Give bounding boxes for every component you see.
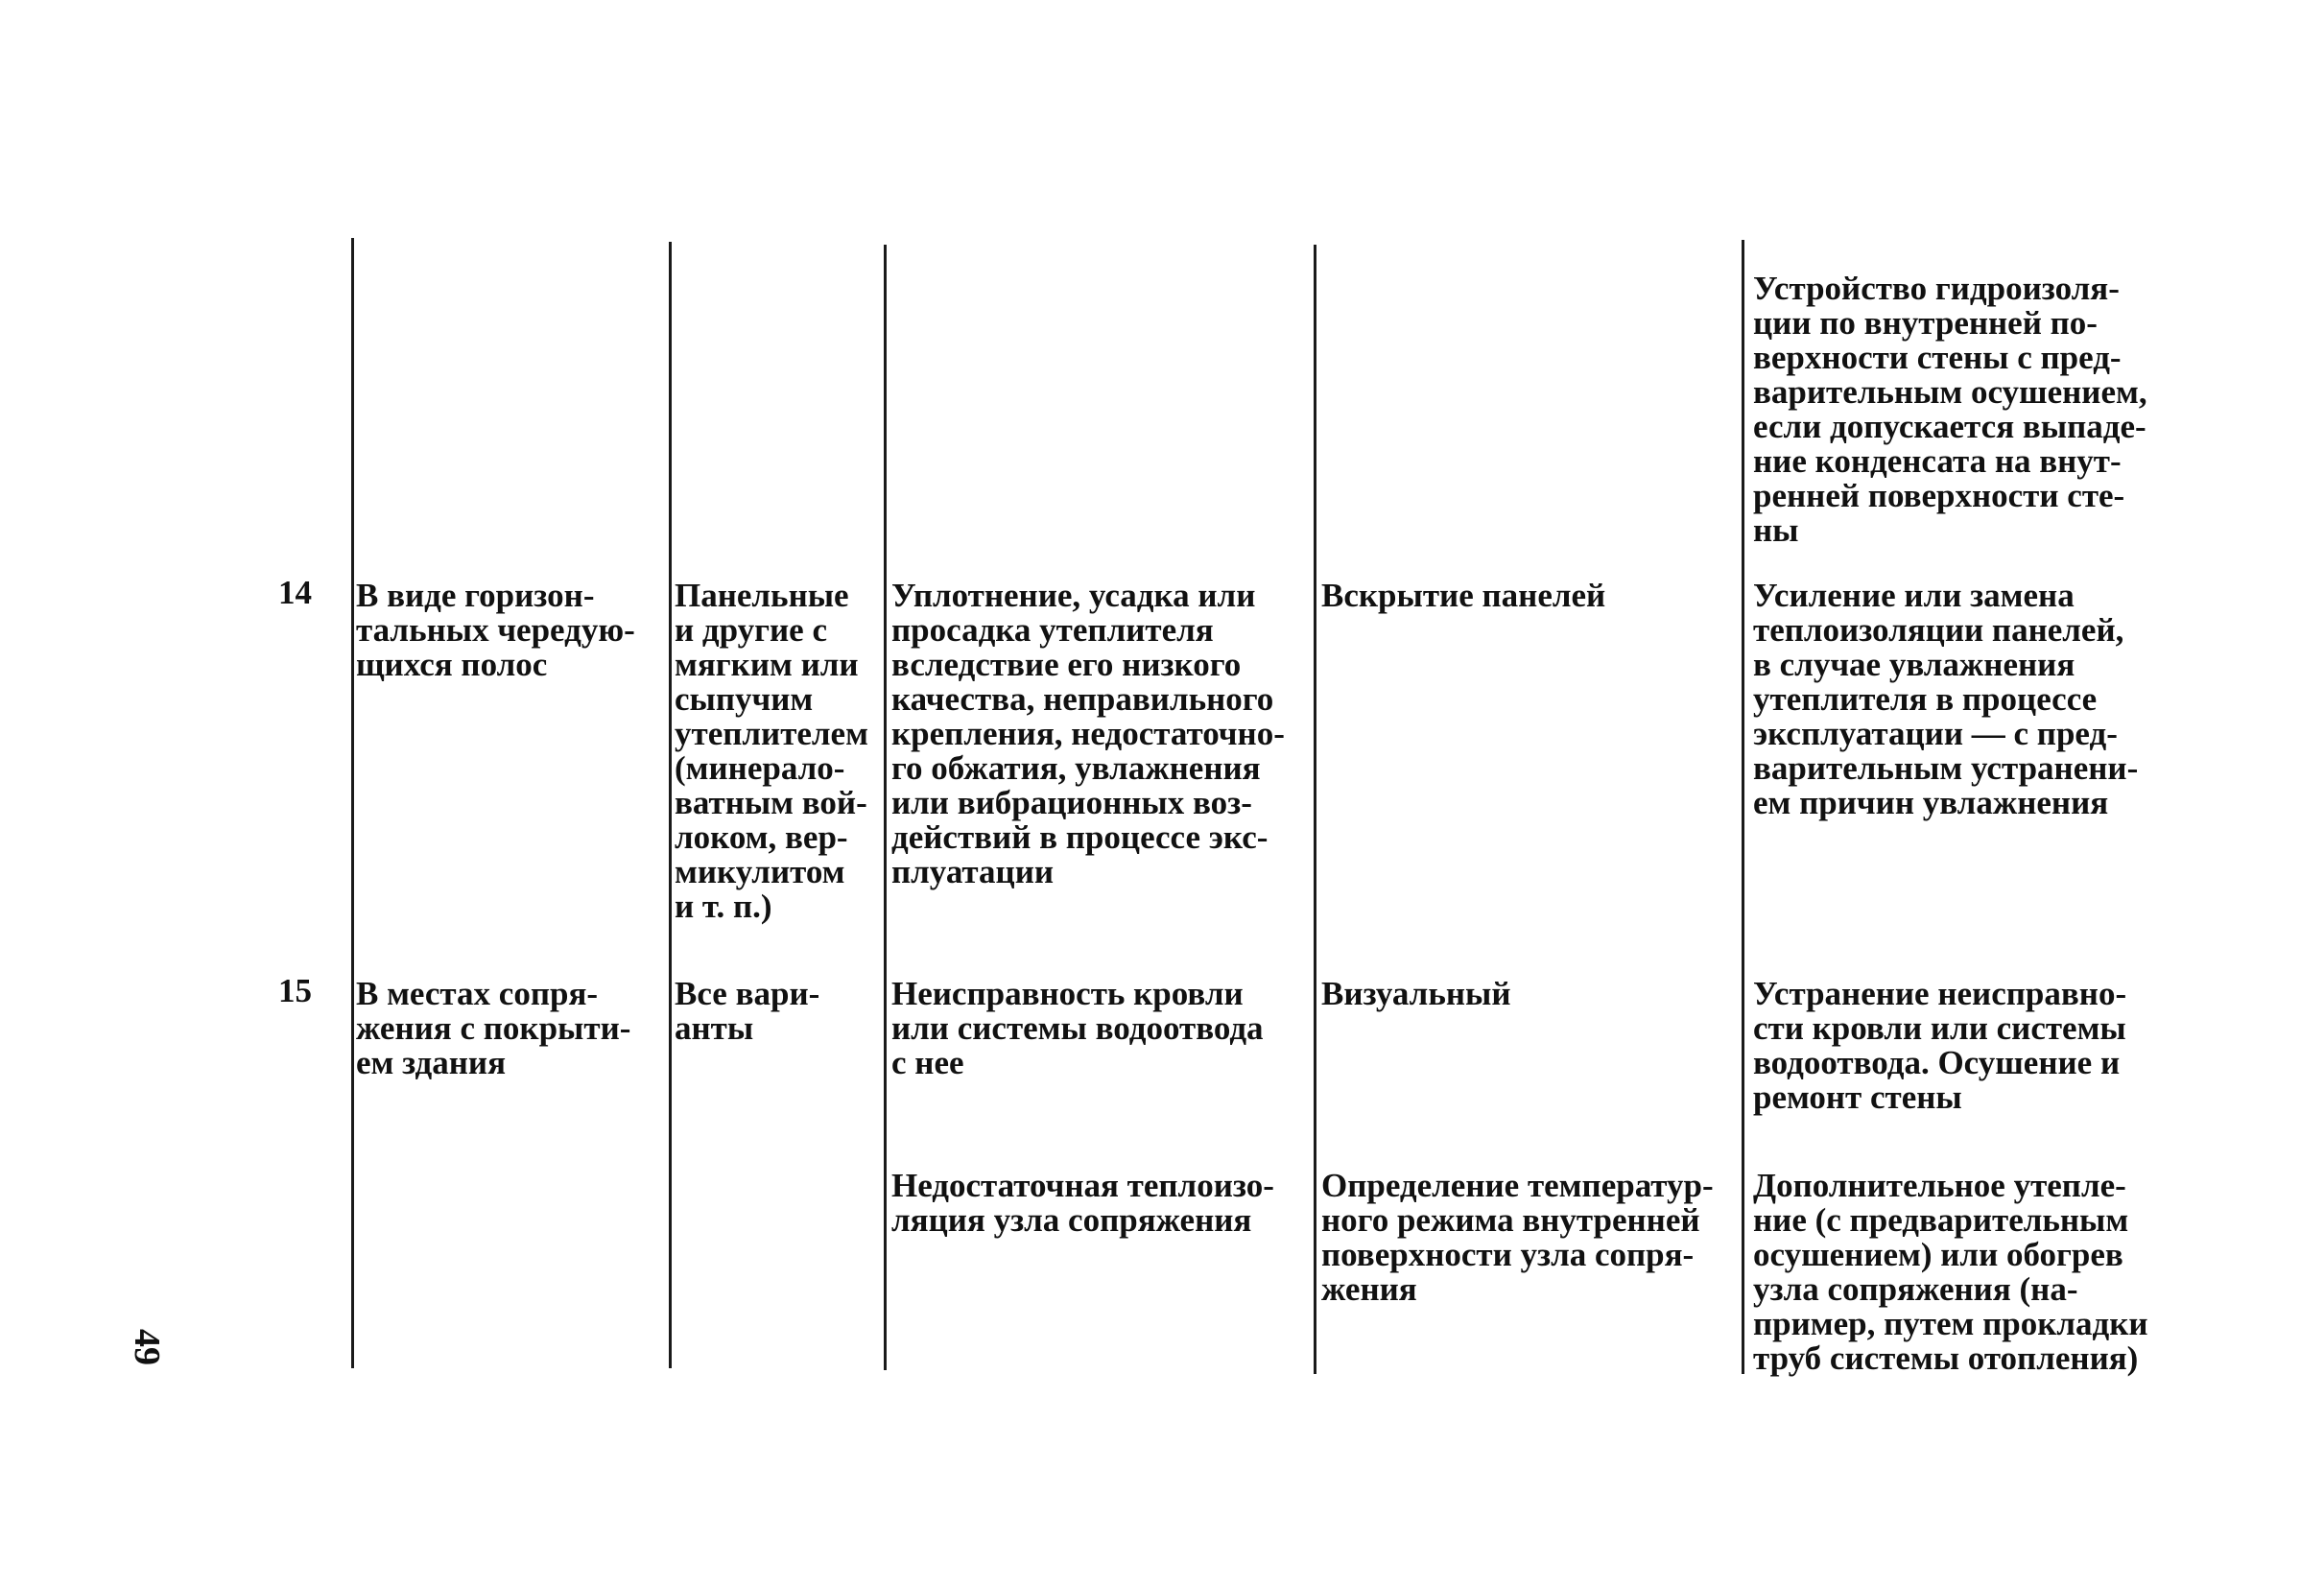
column-rule-4 (1314, 245, 1316, 1374)
row-15-method: Визуальный (1321, 975, 1511, 1012)
row-number-15: 15 (278, 972, 312, 1009)
remedy-continuation: Устройство гидроизоля- ции по внутренней по- верхности стены с пред- варительным осушением, если допускается выпаде- ние конденсата на внут- ренней поверхности сте- ны (1753, 270, 2147, 549)
row-15b-cause: Недостаточная теплоизо- ляция узла сопряжения (891, 1167, 1274, 1239)
row-14-remedy: Усиление или замена теплоизоляции панелей, в случае увлажнения утеплителя в процессе эксплуатации — с пред- варительным устранени- ем причин увлажнения (1753, 577, 2139, 821)
row-14-variant: Панельные и другие с мягким или сыпучим утеплителем (минерало- ватным вой- локом, вер- микулитом и т. п.) (675, 577, 868, 925)
row-14-cause: Уплотнение, усадка или просадка утеплителя вследствие его низкого качества, неправильного крепления, недостаточно- го обжатия, увлажнения или вибрационных воз- действий в процессе экс- плуатации (891, 577, 1285, 890)
column-rule-2 (669, 242, 672, 1368)
row-14-location: В виде горизон- тальных чередую- щихся полос (356, 577, 635, 683)
column-rule-1 (351, 238, 354, 1368)
row-15-variant: Все вари- анты (675, 975, 820, 1047)
column-rule-5 (1742, 240, 1744, 1374)
row-number-14: 14 (278, 574, 312, 611)
row-15-cause: Неисправность кровли или системы водоотвода с нее (891, 975, 1264, 1081)
column-rule-3 (884, 245, 887, 1370)
row-15-location: В местах сопря- жения с покрыти- ем здания (356, 975, 631, 1081)
row-14-method: Вскрытие панелей (1321, 577, 1606, 614)
page-number: 49 (127, 1329, 167, 1365)
row-15b-method: Определение температур- ного режима внутренней поверхности узла сопря- жения (1321, 1167, 1714, 1308)
row-15-remedy: Устранение неисправно- сти кровли или системы водоотвода. Осушение и ремонт стены (1753, 975, 2127, 1116)
row-15b-remedy: Дополнительное утепле- ние (с предварительным осушением) или обогрев узла сопряжения (на- пример, путем прокладки труб системы отопления) (1753, 1167, 2148, 1377)
